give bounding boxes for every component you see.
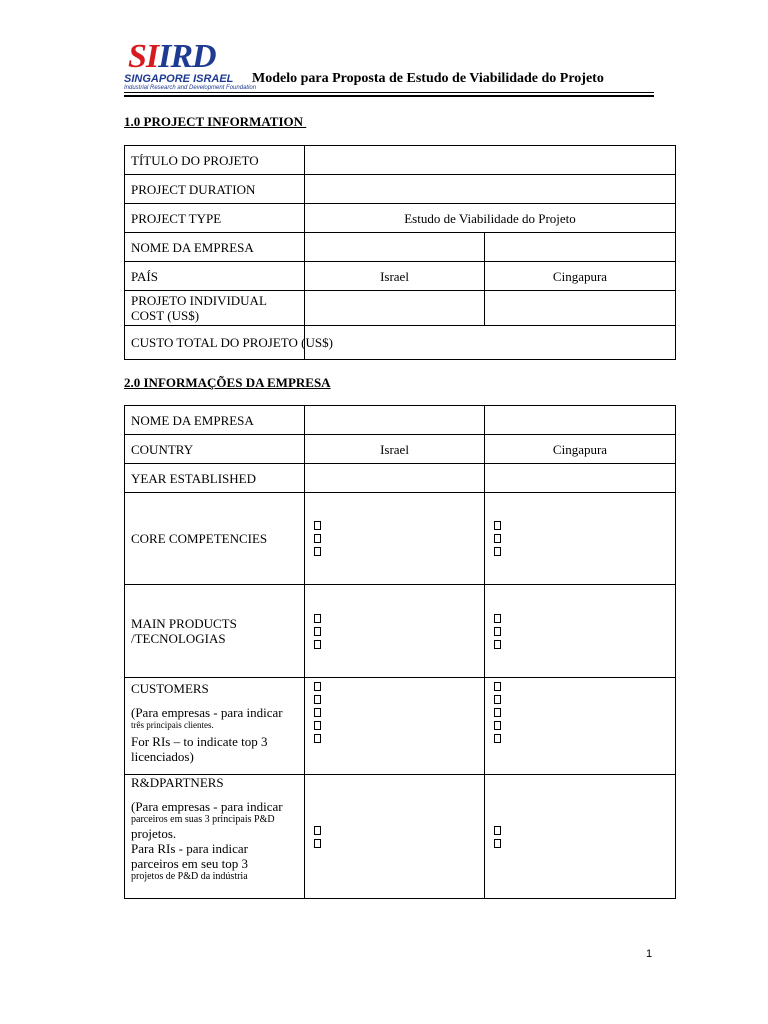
customers-checkbox-list-cingapura (485, 678, 676, 775)
checkbox[interactable] (314, 682, 321, 691)
field-empresa2-cingapura[interactable] (485, 406, 676, 435)
logo-tagline: Industrial Research and Development Foundation (124, 85, 257, 91)
label-titulo: TÍTULO DO PROJETO (125, 146, 305, 175)
label-pais: PAÍS (125, 262, 305, 291)
checkbox[interactable] (494, 547, 501, 556)
checkbox[interactable] (314, 708, 321, 717)
field-empresa-israel[interactable] (305, 233, 485, 262)
checkbox[interactable] (314, 547, 321, 556)
label-type: PROJECT TYPE (125, 204, 305, 233)
value-country-cingapura: Cingapura (485, 435, 676, 464)
checkbox[interactable] (314, 640, 321, 649)
checkbox[interactable] (494, 521, 501, 530)
siird-logo (124, 38, 257, 94)
checkbox[interactable] (494, 534, 501, 543)
checkbox[interactable] (314, 734, 321, 743)
field-cost-israel[interactable] (305, 291, 485, 326)
checkbox[interactable] (494, 614, 501, 623)
field-titulo[interactable] (305, 146, 676, 175)
logo-wordmark: SIIRD (128, 38, 216, 75)
field-duration[interactable] (305, 175, 676, 204)
value-pais-israel: Israel (305, 262, 485, 291)
checkbox[interactable] (494, 734, 501, 743)
section2-heading: 2.0 INFORMAÇÕES DA EMPRESA (124, 375, 331, 390)
checkbox[interactable] (494, 627, 501, 636)
value-pais-cingapura: Cingapura (485, 262, 676, 291)
value-project-type: Estudo de Viabilidade do Projeto (305, 204, 676, 233)
value-country-israel: Israel (305, 435, 485, 464)
label-products: MAIN PRODUCTS /TECNOLOGIAS (125, 585, 305, 678)
company-information-table (124, 405, 676, 899)
label-total-cost: CUSTO TOTAL DO PROJETO (US$) (125, 326, 305, 360)
checkbox[interactable] (494, 721, 501, 730)
page-number: 1 (646, 948, 653, 960)
products-checkbox-list-cingapura (485, 585, 676, 678)
checkbox[interactable] (314, 721, 321, 730)
label-empresa: NOME DA EMPRESA (125, 233, 305, 262)
field-total-cost[interactable] (305, 326, 676, 360)
header-rule (124, 92, 654, 93)
partners-checkbox-list-cingapura (485, 775, 676, 899)
products-checkbox-list-israel (305, 585, 485, 678)
label-duration: PROJECT DURATION (125, 175, 305, 204)
label-country: COUNTRY (125, 435, 305, 464)
checkbox[interactable] (314, 695, 321, 704)
document-title: Modelo para Proposta de Estudo de Viabilidade do Projeto (252, 71, 604, 86)
core-checkbox-list-israel (305, 493, 485, 585)
checkbox[interactable] (314, 534, 321, 543)
label-customers: CUSTOMERS (Para empresas - para indicar três principais clientes. For RIs – to indicate top 3 licenciados) (125, 678, 305, 775)
field-empresa2-israel[interactable] (305, 406, 485, 435)
label-empresa-2: NOME DA EMPRESA (125, 406, 305, 435)
checkbox[interactable] (314, 839, 321, 848)
logo-subtitle: SINGAPORE ISRAEL (124, 73, 234, 85)
checkbox[interactable] (494, 826, 501, 835)
customers-checkbox-list-israel (305, 678, 485, 775)
field-empresa-cingapura[interactable] (485, 233, 676, 262)
checkbox[interactable] (494, 839, 501, 848)
checkbox[interactable] (494, 695, 501, 704)
field-cost-cingapura[interactable] (485, 291, 676, 326)
checkbox[interactable] (494, 708, 501, 717)
label-partners: R&DPARTNERS (Para empresas - para indicar parceiros em suas 3 principais P&D projetos. Para RIs - para indicar parceiros em seu top 3 projetos de P&D da indústria (125, 775, 305, 899)
project-information-table (124, 145, 676, 360)
checkbox[interactable] (494, 640, 501, 649)
label-core: CORE COMPETENCIES (125, 493, 305, 585)
label-year: YEAR ESTABLISHED (125, 464, 305, 493)
checkbox[interactable] (314, 614, 321, 623)
checkbox[interactable] (314, 826, 321, 835)
label-individual-cost: PROJETO INDIVIDUAL COST (US$) (125, 291, 305, 326)
partners-checkbox-list-israel (305, 775, 485, 899)
checkbox[interactable] (314, 627, 321, 636)
section1-heading: 1.0 PROJECT INFORMATION (124, 114, 307, 129)
field-year-israel[interactable] (305, 464, 485, 493)
checkbox[interactable] (314, 521, 321, 530)
checkbox[interactable] (494, 682, 501, 691)
core-checkbox-list-cingapura (485, 493, 676, 585)
header-rule-thick (124, 95, 654, 97)
field-year-cingapura[interactable] (485, 464, 676, 493)
